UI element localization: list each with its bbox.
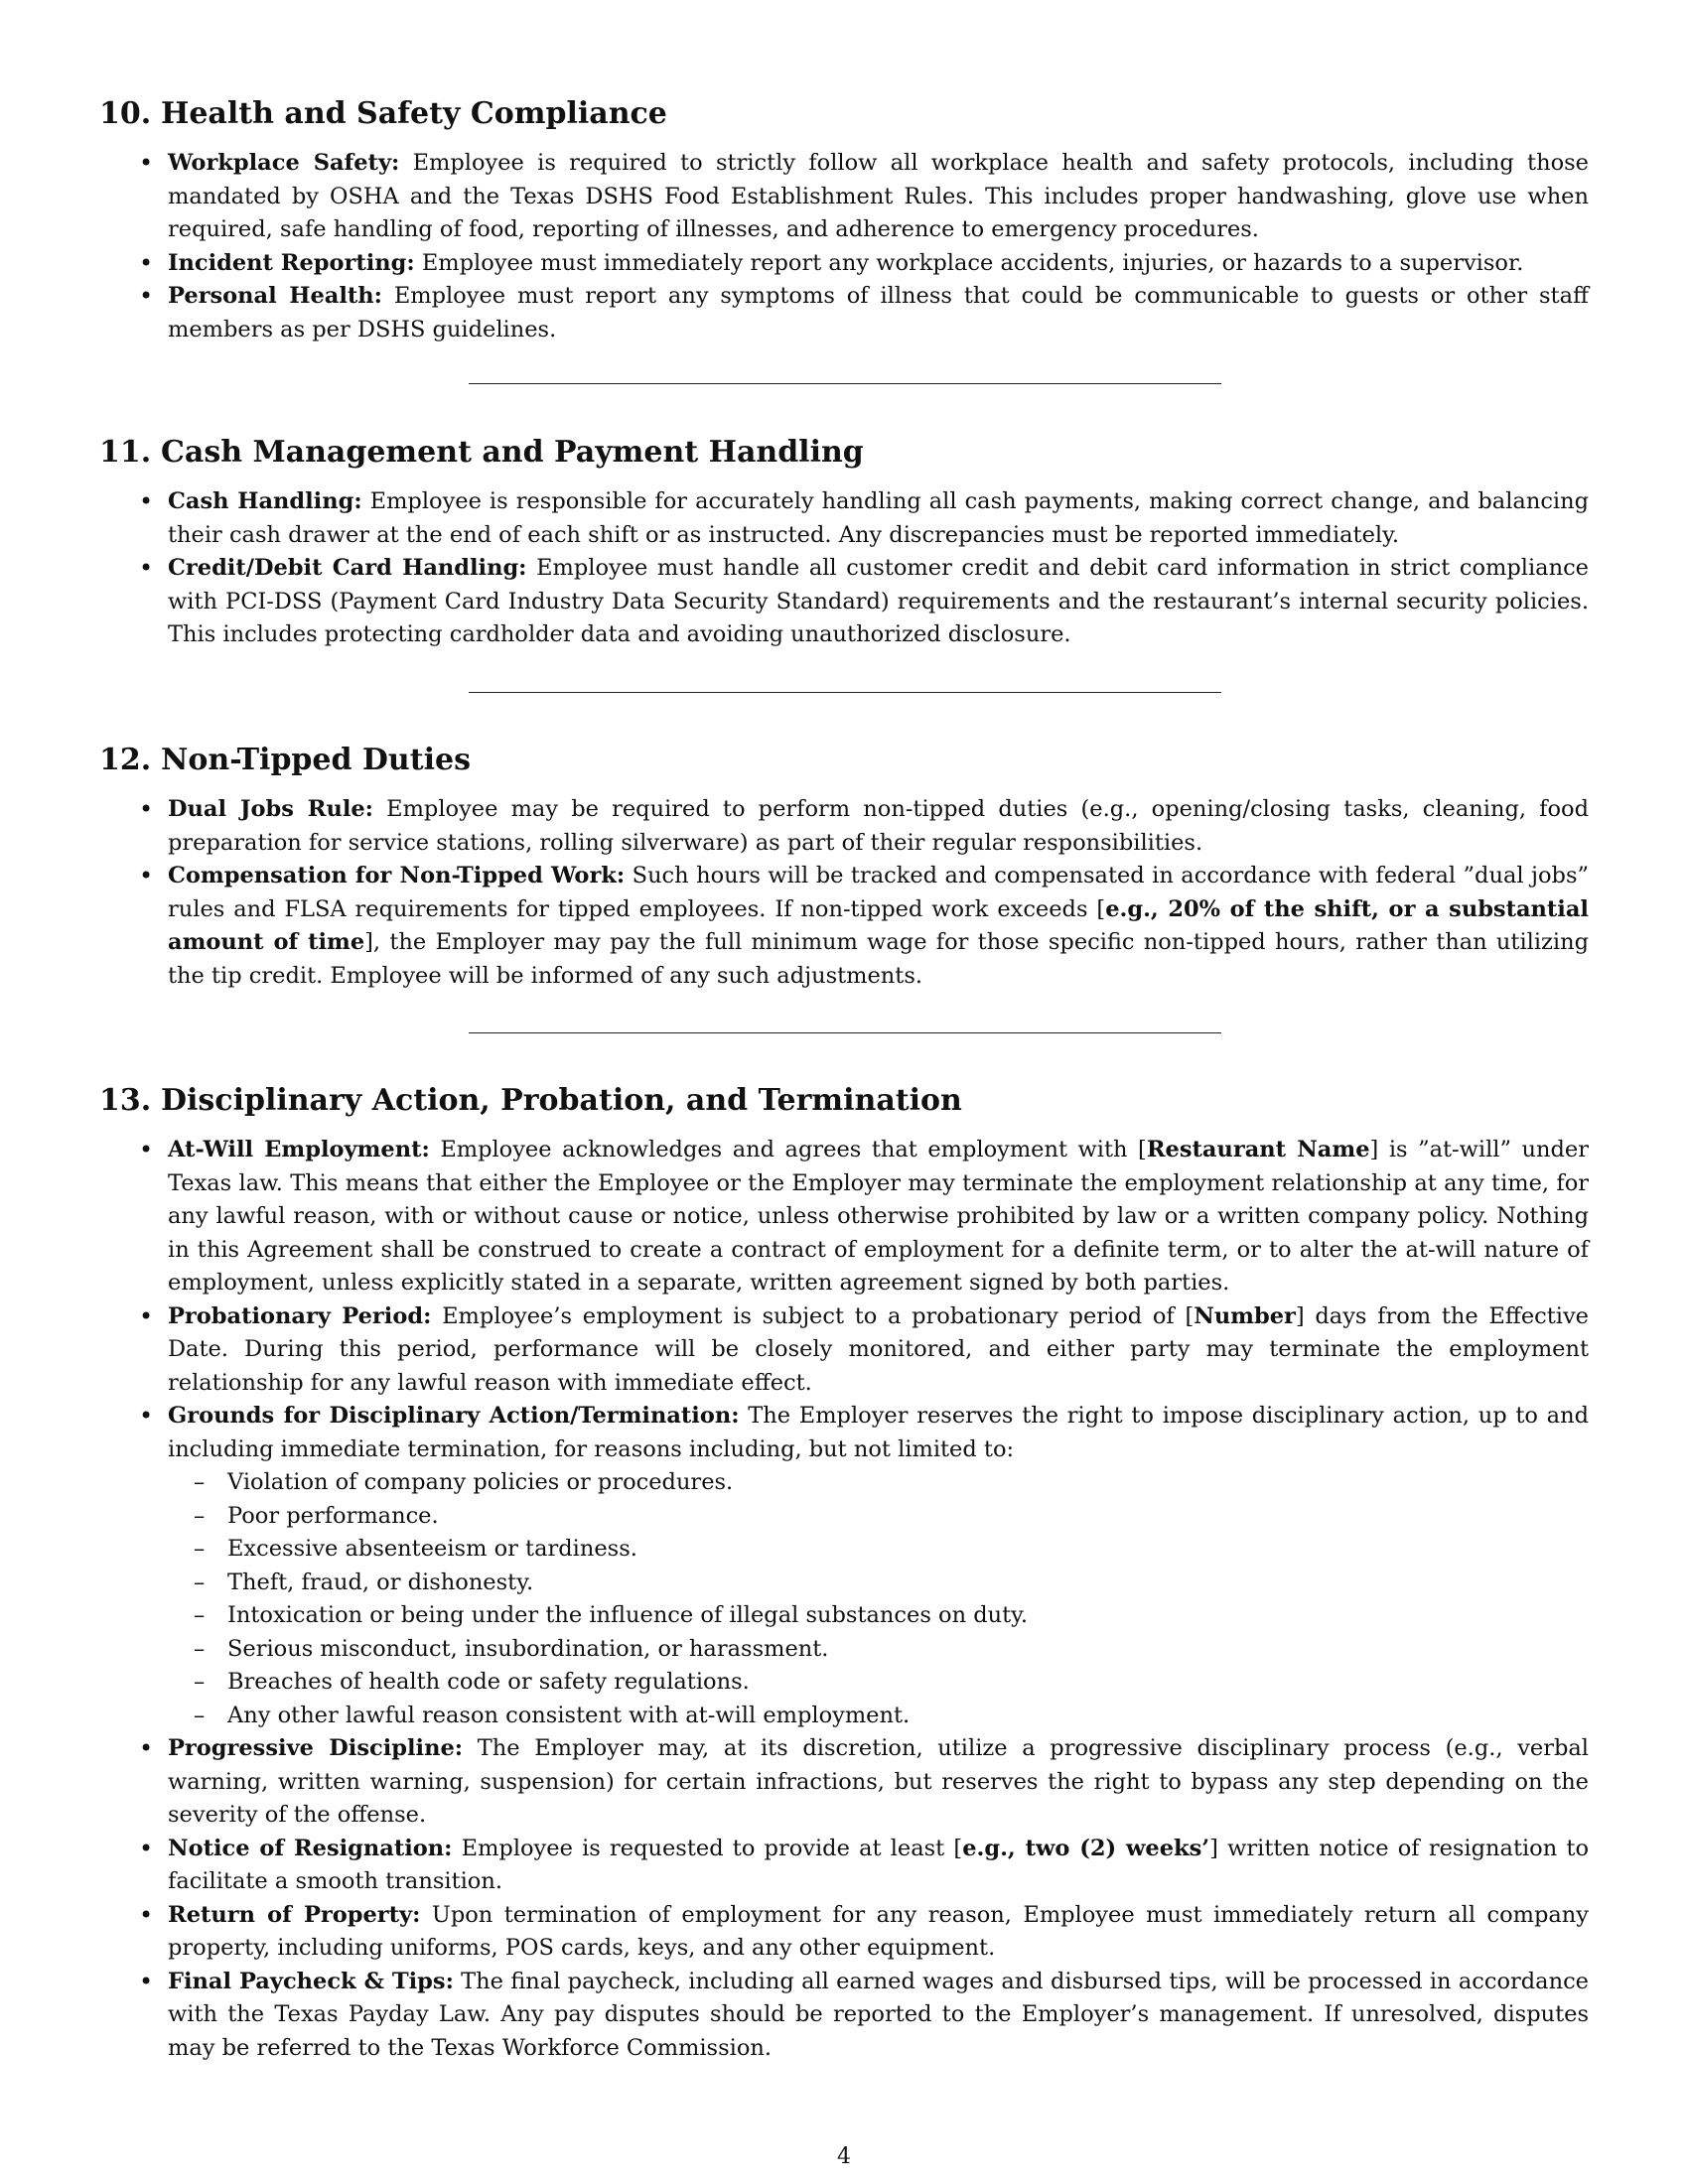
list-item <box>99 1400 1589 1732</box>
item-text: Upon termination of employment for any reason, Employee must immediately return all company property, including uniforms, POS cards, keys, and any other equipment. <box>168 1901 1589 1961</box>
section-heading: 13. Disciplinary Action, Probation, and Termination <box>99 1083 962 1118</box>
page-number: 4 <box>837 2144 851 2169</box>
list-item <box>99 1732 1589 1833</box>
list-item <box>99 247 1589 281</box>
item-label: Progressive Discipline: <box>168 1735 464 1761</box>
list-item <box>99 793 1589 860</box>
sub-list-item: – Intoxication or being under the influence of illegal substances on duty. <box>168 1599 1589 1633</box>
section-heading: 12. Non-Tipped Duties <box>99 743 471 777</box>
section-heading: 10. Health and Safety Compliance <box>99 96 667 131</box>
section-heading: 11. Cash Management and Payment Handling <box>99 435 864 470</box>
sub-list-item: – Poor performance. <box>168 1500 1589 1534</box>
item-text: ] is ”at-will” under Texas law. This means that either the Employee or the Employer may terminate the employment relationship at any time, for any lawful reason, with or without cause or notice, unless otherwise prohibited by law or a written company policy. Nothing in this Agreement shall be construed to create a contract of employment for a definite term, or to alter the at-will nature of employment, unless explicitly stated in a separate, written agreement signed by both parties. <box>168 1137 1589 1296</box>
sub-list-item: – Theft, fraud, or dishonesty. <box>168 1567 1589 1600</box>
section-divider <box>469 692 1221 693</box>
item-text: ] days from the Effective Date. During this period, performance will be closely monitored, and either party may terminate the employment relationship for any lawful reason with immediate effect. <box>168 1302 1590 1396</box>
bullet-list <box>99 485 1589 652</box>
placeholder-bold: Restaurant Name <box>1146 1137 1370 1162</box>
placeholder-bold: e.g., two (2) weeks’ <box>962 1835 1210 1861</box>
placeholder-bold: e.g., 20% of the shift, or a substantial amount of time <box>168 895 1589 955</box>
list-item <box>99 147 1589 247</box>
item-text: Such hours will be tracked and compensated in accordance with federal ”dual jobs” rules and FLSA requirements for tipped employees. If non-tipped work exceeds [ <box>168 863 1589 922</box>
item-label: Probationary Period: <box>168 1302 432 1329</box>
placeholder-bold: Number <box>1194 1302 1296 1329</box>
item-text: Employee is requested to provide at least [ <box>461 1835 963 1861</box>
bullet-list <box>99 1134 1589 2065</box>
item-label: Compensation for Non-Tipped Work: <box>168 863 626 888</box>
section-divider <box>469 383 1221 384</box>
item-label: Personal Health: <box>168 283 382 309</box>
document-page <box>99 0 1589 2184</box>
item-text: Employee must immediately report any workplace accidents, injuries, or hazards to a supervisor. <box>421 249 1524 276</box>
item-text: Employee’s employment is subject to a probationary period of [ <box>442 1302 1195 1329</box>
section-13 <box>99 1082 1589 2065</box>
sub-list <box>168 1466 1589 1732</box>
item-text: Employee may be required to perform non-tipped duties (e.g., opening/closing tasks, cleaning, food preparation for service stations, rolling silverware) as part of their regular responsibilities. <box>168 796 1589 856</box>
item-label: Notice of Resignation: <box>168 1835 453 1861</box>
item-label: Cash Handling: <box>168 488 362 514</box>
list-item <box>99 1833 1589 1899</box>
item-text: The Employer reserves the right to impose disciplinary action, up to and including immediate termination, for reasons including, but not limited to: <box>168 1403 1589 1462</box>
item-label: Final Paycheck & Tips: <box>168 1968 454 1994</box>
item-text: Employee is responsible for accurately handling all cash payments, making correct change, and balancing their cash drawer at the end of each shift or as instructed. Any discrepancies must be reported immediately. <box>168 488 1590 548</box>
item-text: Employee must handle all customer credit and debit card information in strict compliance with PCI-DSS (Payment Card Industry Data Security Standard) requirements and the restaurant’s internal security policies. This includes protecting cardholder data and avoiding unauthorized disclosure. <box>168 555 1589 647</box>
item-text: The Employer may, at its discretion, utilize a progressive disciplinary process (e.g., verbal warning, written warning, suspension) for certain infractions, but reserves the right to bypass any step depending on the severity of the offense. <box>168 1735 1589 1828</box>
section-10 <box>99 95 1589 346</box>
section-title: Health and Safety Compliance <box>161 96 667 131</box>
item-label: Credit/Debit Card Handling: <box>168 555 527 581</box>
item-text: Employee is required to strictly follow all workplace health and safety protocols, including those mandated by OSHA and the Texas DSHS Food Establishment Rules. This includes proper handwashing, glove use when required, safe handling of food, reporting of illnesses, and adherence to emergency procedures. <box>168 150 1590 242</box>
bullet-list <box>99 793 1589 993</box>
section-11 <box>99 434 1589 652</box>
sub-list-item: – Excessive absenteeism or tardiness. <box>168 1533 1589 1567</box>
item-label: Workplace Safety: <box>168 150 400 176</box>
list-item <box>99 1300 1589 1401</box>
item-text: ] written notice of resignation to facilitate a smooth transition. <box>168 1835 1589 1894</box>
section-12 <box>99 742 1589 993</box>
sub-list-item: – Breaches of health code or safety regulations. <box>168 1666 1589 1700</box>
sub-list-item: – Violation of company policies or procedures. <box>168 1466 1589 1500</box>
item-label: Return of Property: <box>168 1901 421 1928</box>
item-label: At-Will Employment: <box>168 1137 430 1162</box>
list-item <box>99 552 1589 652</box>
item-text: The final paycheck, including all earned wages and disbursed tips, will be processed in accordance with the Texas Payday Law. Any pay disputes should be reported to the Employer’s management. If unresolved, disputes may be referred to the Texas Workforce Commission. <box>168 1968 1589 2061</box>
list-item <box>99 485 1589 552</box>
sub-list-item: – Any other lawful reason consistent with at-will employment. <box>168 1700 1589 1733</box>
item-label: Dual Jobs Rule: <box>168 796 373 822</box>
list-item <box>99 1899 1589 1966</box>
section-title: Cash Management and Payment Handling <box>161 435 864 470</box>
item-label: Grounds for Disciplinary Action/Termination: <box>168 1403 740 1429</box>
list-item <box>99 860 1589 993</box>
section-divider <box>469 1032 1221 1033</box>
list-item <box>99 1966 1589 2066</box>
list-item <box>99 1134 1589 1300</box>
section-title: Disciplinary Action, Probation, and Termination <box>161 1083 962 1118</box>
item-label: Incident Reporting: <box>168 249 415 276</box>
item-text: Employee must report any symptoms of illness that could be communicable to guests or other staff members as per DSHS guidelines. <box>168 283 1590 342</box>
bullet-list <box>99 147 1589 346</box>
sub-list-item: – Serious misconduct, insubordination, or harassment. <box>168 1633 1589 1667</box>
item-text: ], the Employer may pay the full minimum wage for those specific non-tipped hours, rather than utilizing the tip credit. Employee will be informed of any such adjustments. <box>168 929 1589 989</box>
list-item <box>99 280 1589 346</box>
section-title: Non-Tipped Duties <box>161 743 471 777</box>
item-text: Employee acknowledges and agrees that employment with [ <box>440 1137 1147 1162</box>
